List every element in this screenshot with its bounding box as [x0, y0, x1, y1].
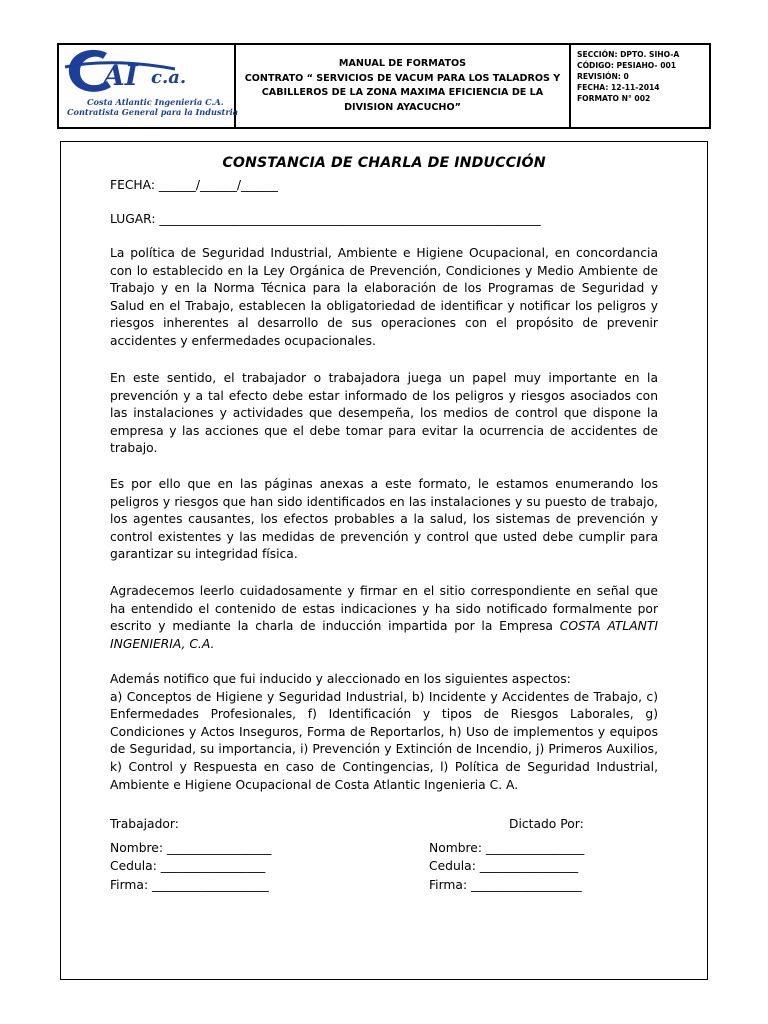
- instructor-nombre: Nombre: ________________: [429, 840, 585, 855]
- header-info-cell: [571, 45, 709, 127]
- instructor-cedula: Cedula: ________________: [429, 859, 579, 873]
- paragraph-annexes: Es por ello que en las páginas anexas a este formato, le estamos enumerando los peligros y riesgos que han sido identificados en las instalaciones y su puesto de trabajo, los agentes causantes, los efectos probables a la salud, los sistemas de prevención y control existentes y las medidas de prevención y control que usted debe cumplir para garantizar su integridad física.: [110, 477, 658, 562]
- document-header: [57, 43, 711, 129]
- manual-title: MANUAL DE FORMATOS: [338, 58, 467, 69]
- instructor-firma: Firma: __________________: [429, 877, 582, 892]
- paragraph-training-topics: [110, 671, 658, 794]
- worker-nombre: Nombre: _________________: [110, 840, 272, 855]
- info-codigo: CÓDIGO: PESIAHO- 001: [577, 61, 677, 70]
- worker-firma: Firma: ___________________: [110, 877, 269, 892]
- fecha-field: FECHA: ______/______/______: [110, 178, 278, 192]
- document-title: CONSTANCIA DE CHARLA DE INDUCCIÓN: [222, 155, 546, 171]
- header-title-cell: [236, 45, 571, 127]
- logo-cell: [59, 45, 239, 127]
- company-logo: [63, 47, 228, 99]
- worker-cedula: Cedula: _________________: [110, 859, 266, 873]
- logo-tagline-subtitle: Contratista General para la Industria: [67, 107, 239, 117]
- logo-tagline-company: Costa Atlantic Ingenieria C.A.: [87, 97, 224, 107]
- topics-list: a) Conceptos de Higiene y Seguridad Industrial, b) Incidente y Accidentes de Trabajo, c) Enfermedades Profesionales, f) Identificación y tipos de Riesgos Laborales, g) Condiciones y Actos Inseguros, Forma de Reportarlos, h) Uso de implementos y equipos de Seguridad, su importancia, i) Prevención y Extinción de Incendio, j) Primeros Auxilios, k) Control y Respuesta en caso de Contingencias, l) Política de Seguridad Industrial, Ambiente e Higiene Ocupacional de Costa Atlantic Ingenieria C. A.: [110, 689, 658, 792]
- info-fecha: FECHA: 12-11-2014: [577, 83, 660, 92]
- logo-letters: AI: [103, 59, 138, 92]
- paragraph-prevention: En este sentido, el trabajador o trabajadora juega un papel muy importante en la prevención y a tal efecto debe estar informado de los peligros y riesgos asociados con las instalaciones y actividades que desempeña, los medios de control que dispone la empresa y las acciones que el debe tomar para evitar la ocurrencia de accidentes de trabajo.: [110, 371, 658, 456]
- info-seccion: SECCIÓN: DPTO. SIHO-A: [577, 50, 680, 59]
- contract-title: CONTRATO “ SERVICIOS DE VACUM PARA LOS TALADROS Y CABILLEROS DE LA ZONA MAXIMA EFICIENCIA DE LA DIVISION AYACUCHO”: [244, 72, 561, 113]
- acknowledgment-text: Agradecemos leerlo cuidadosamente y firmar en el sitio correspondiente en señal que ha entendido el contenido de estas indicaciones y ha sido notificado formalmente por escrito y mediante la charla de inducción impartida por la Empresa: [110, 584, 658, 634]
- paragraph-policy: La política de Seguridad Industrial, Ambiente e Higiene Ocupacional, en concordancia con lo establecido en la Ley Orgánica de Prevención, Condiciones y Medio Ambiente de Trabajo y en la Norma Técnica para la elaboración de los Programas de Seguridad y Salud en el Trabajo, establecen la obligatoriedad de identificar y notificar los peligros y riesgos inherentes al desarrollo de sus operaciones con el propósito de prevenir accidentes y enfermedades ocupacionales.: [110, 246, 658, 348]
- company-name: COSTA ATLANTI INGENIERIA, C.A.: [110, 619, 658, 651]
- lugar-field: LUGAR: ______________________________________________________________: [110, 212, 541, 226]
- instructor-heading: Dictado Por:: [509, 817, 584, 831]
- topics-intro: Además notifico que fui inducido y aleccionado en los siguientes aspectos:: [110, 672, 571, 686]
- instructor-signature-block: [429, 815, 584, 894]
- logo-suffix: c.a.: [151, 67, 187, 88]
- info-formato: FORMATO N° 002: [577, 94, 651, 103]
- worker-heading: Trabajador:: [110, 817, 179, 831]
- paragraph-acknowledgment: [110, 583, 658, 653]
- worker-signature-block: [110, 815, 271, 894]
- info-revision: REVISIÓN: 0: [577, 72, 629, 81]
